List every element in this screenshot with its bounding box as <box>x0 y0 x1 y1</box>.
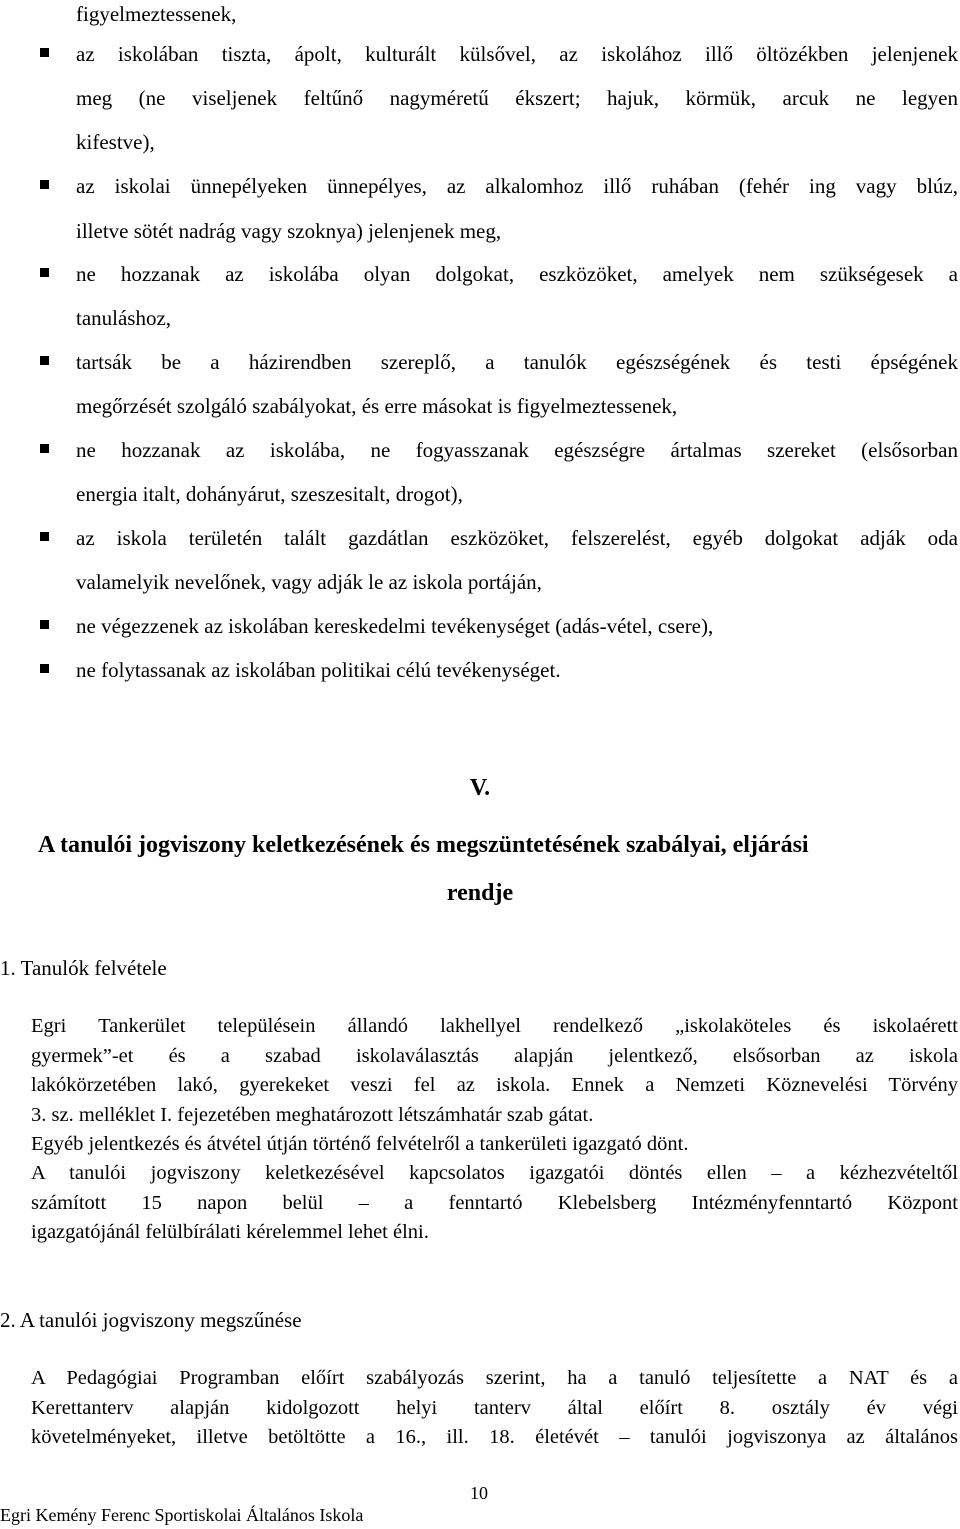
bullet-5-line-2: energia italt, dohányárut, szeszesitalt, drogot), <box>76 482 463 506</box>
bullet-3-line-1: ne hozzanak az iskolába olyan dolgokat, eszközöket, amelyek nem szükségesek a <box>76 262 958 286</box>
section-1-line-7: számított 15 napon belül – a fenntartó Klebelsberg Intézményfenntartó Központ <box>31 1192 958 1214</box>
footer-school-name: Egri Kemény Ferenc Sportiskolai Általános Iskola <box>0 1505 364 1525</box>
bullet-2-line-2: illetve sötét nadrág vagy szoknya) jelenjenek meg, <box>76 219 502 243</box>
section-1-line-5: Egyéb jelentkezés és átvétel útján történő felvételről a tankerületi igazgató dönt. <box>31 1133 689 1155</box>
section-1-line-8: igazgatójánál felülbírálati kérelemmel lehet élni. <box>31 1221 429 1243</box>
chapter-title-line-1: A tanulói jogviszony keletkezésének és megszüntetésének szabályai, eljárási <box>38 832 809 858</box>
bullet-1-line-3: kifestve), <box>76 130 155 154</box>
square-bullet-icon <box>40 268 49 277</box>
section-1-heading: 1. Tanulók felvétele <box>0 956 167 980</box>
square-bullet-icon <box>40 356 49 365</box>
section-2-line-3: követelményeket, illetve betöltötte a 16., ill. 18. életévét – tanulói jogviszonya az általános <box>31 1426 958 1448</box>
bullet-1-line-1: az iskolában tiszta, ápolt, kulturált külsővel, az iskolához illő öltözékben jelenjenek <box>76 42 958 66</box>
square-bullet-icon <box>40 664 49 673</box>
section-1-line-6: A tanulói jogviszony keletkezésével kapcsolatos igazgatói döntés ellen – a kézhezvételtől <box>31 1162 958 1184</box>
square-bullet-icon <box>40 532 49 541</box>
page-number: 10 <box>470 1483 488 1503</box>
bullet-4-line-1: tartsák be a házirendben szereplő, a tanulók egészségének és testi épségének <box>76 350 958 374</box>
bullet-4-line-2: megőrzését szolgáló szabályokat, és erre másokat is figyelmeztessenek, <box>76 394 678 418</box>
chapter-number: V. <box>469 775 491 801</box>
square-bullet-icon <box>40 444 49 453</box>
section-1-line-1: Egri Tankerület településein állandó lakhellyel rendelkező „iskolaköteles és iskolaérett <box>31 1015 958 1037</box>
section-1-line-3: lakókörzetében lakó, gyerekeket veszi fel az iskola. Ennek a Nemzeti Köznevelési Törvény <box>31 1074 958 1096</box>
continuation-text: figyelmeztessenek, <box>76 2 237 26</box>
square-bullet-icon <box>40 180 49 189</box>
bullet-6-line-2: valamelyik nevelőnek, vagy adják le az iskola portáján, <box>76 570 542 594</box>
square-bullet-icon <box>40 620 49 629</box>
section-2-line-2: Kerettanterv alapján kidolgozott helyi tanterv által előírt 8. osztály év végi <box>31 1397 958 1419</box>
section-1-line-2: gyermek”-et és a szabad iskolaválasztás alapján jelentkező, elsősorban az iskola <box>31 1045 958 1067</box>
bullet-5-line-1: ne hozzanak az iskolába, ne fogyasszanak egészségre ártalmas szereket (elsősorban <box>76 438 958 462</box>
bullet-3-line-2: tanuláshoz, <box>76 306 172 330</box>
bullet-7-line-1: ne végezzenek az iskolában kereskedelmi tevékenységet (adás-vétel, csere), <box>76 614 714 638</box>
section-2-line-1: A Pedagógiai Programban előírt szabályozás szerint, ha a tanuló teljesítette a NAT és a <box>31 1367 958 1389</box>
section-1-line-4: 3. sz. melléklet I. fejezetében meghatározott létszámhatár szab gátat. <box>31 1104 594 1126</box>
bullet-2-line-1: az iskolai ünnepélyeken ünnepélyes, az alkalomhoz illő ruhában (fehér ing vagy blúz, <box>76 174 958 198</box>
bullet-1-line-2: meg (ne viseljenek feltűnő nagyméretű ékszert; hajuk, körmük, arcuk ne legyen <box>76 86 958 110</box>
chapter-title-line-2: rendje <box>446 880 514 906</box>
bullet-8-line-1: ne folytassanak az iskolában politikai célú tevékenységet. <box>76 658 561 682</box>
section-2-heading: 2. A tanulói jogviszony megszűnése <box>0 1308 302 1332</box>
bullet-6-line-1: az iskola területén talált gazdátlan eszközöket, felszerelést, egyéb dolgokat adják oda <box>76 526 958 550</box>
square-bullet-icon <box>40 48 49 57</box>
